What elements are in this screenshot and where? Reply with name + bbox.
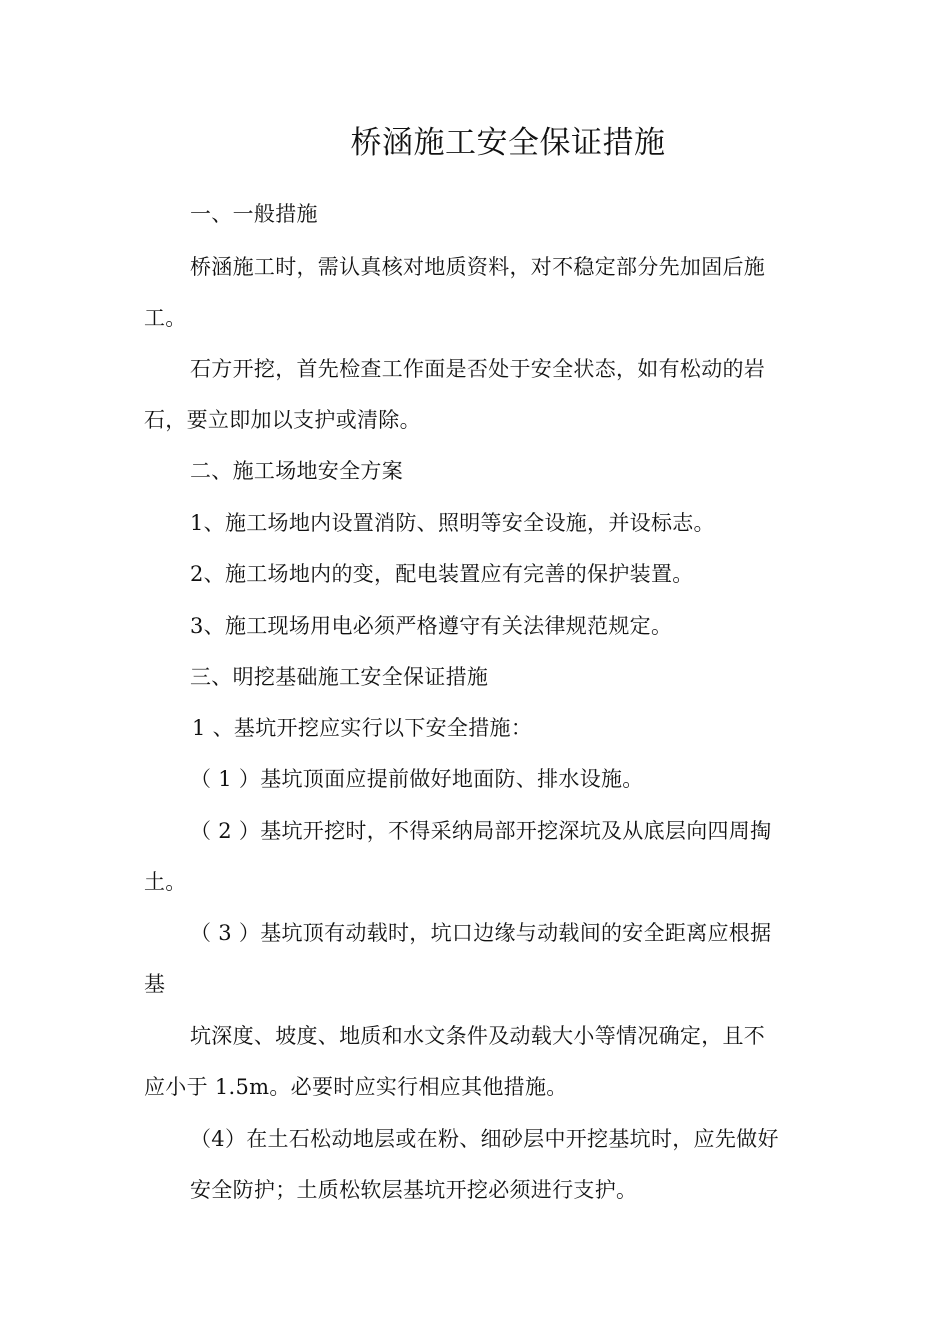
list-item: 1 、基坑开挖应实行以下安全措施：: [192, 716, 533, 740]
paragraph-line: 工。: [144, 306, 187, 330]
paragraph-line: 桥涵施工时，需认真核对地质资料，对不稳定部分先加固后施: [190, 255, 766, 279]
heading-site-safety: 二、施工场地安全方案: [190, 459, 403, 483]
paragraph-line: 石方开挖，首先检查工作面是否处于安全状态，如有松动的岩: [190, 357, 766, 381]
list-item: 1、施工场地内设置消防、照明等安全设施，并设标志。: [190, 511, 715, 535]
list-item: （ 3 ）基坑顶有动载时，坑口边缘与动载间的安全距离应根据: [190, 921, 772, 945]
paragraph-line: 土。: [144, 870, 187, 894]
list-item: （ 1 ）基坑顶面应提前做好地面防、排水设施。: [190, 767, 644, 791]
document-title: 桥涵施工安全保证措施: [350, 125, 666, 161]
list-item: 3、施工现场用电必须严格遵守有关法律规范规定。: [190, 614, 673, 638]
paragraph-line: 石，要立即加以支护或清除。: [144, 408, 421, 432]
list-item: （4）在土石松动地层或在粉、细砂层中开挖基坑时，应先做好: [190, 1127, 779, 1151]
paragraph-line: 安全防护；土质松软层基坑开挖必须进行支护。: [190, 1178, 638, 1202]
list-item: 2、施工场地内的变，配电装置应有完善的保护装置。: [190, 562, 694, 586]
heading-foundation-safety: 三、明挖基础施工安全保证措施: [190, 665, 489, 689]
paragraph-line: 应小于 1.5m。必要时应实行相应其他措施。: [144, 1075, 568, 1099]
paragraph-line: 基: [144, 972, 166, 996]
heading-general-measures: 一、一般措施: [190, 202, 318, 226]
list-item: （ 2 ）基坑开挖时，不得采纳局部开挖深坑及从底层向四周掏: [190, 819, 772, 843]
paragraph-line: 坑深度、坡度、地质和水文条件及动载大小等情况确定，且不: [190, 1024, 766, 1048]
